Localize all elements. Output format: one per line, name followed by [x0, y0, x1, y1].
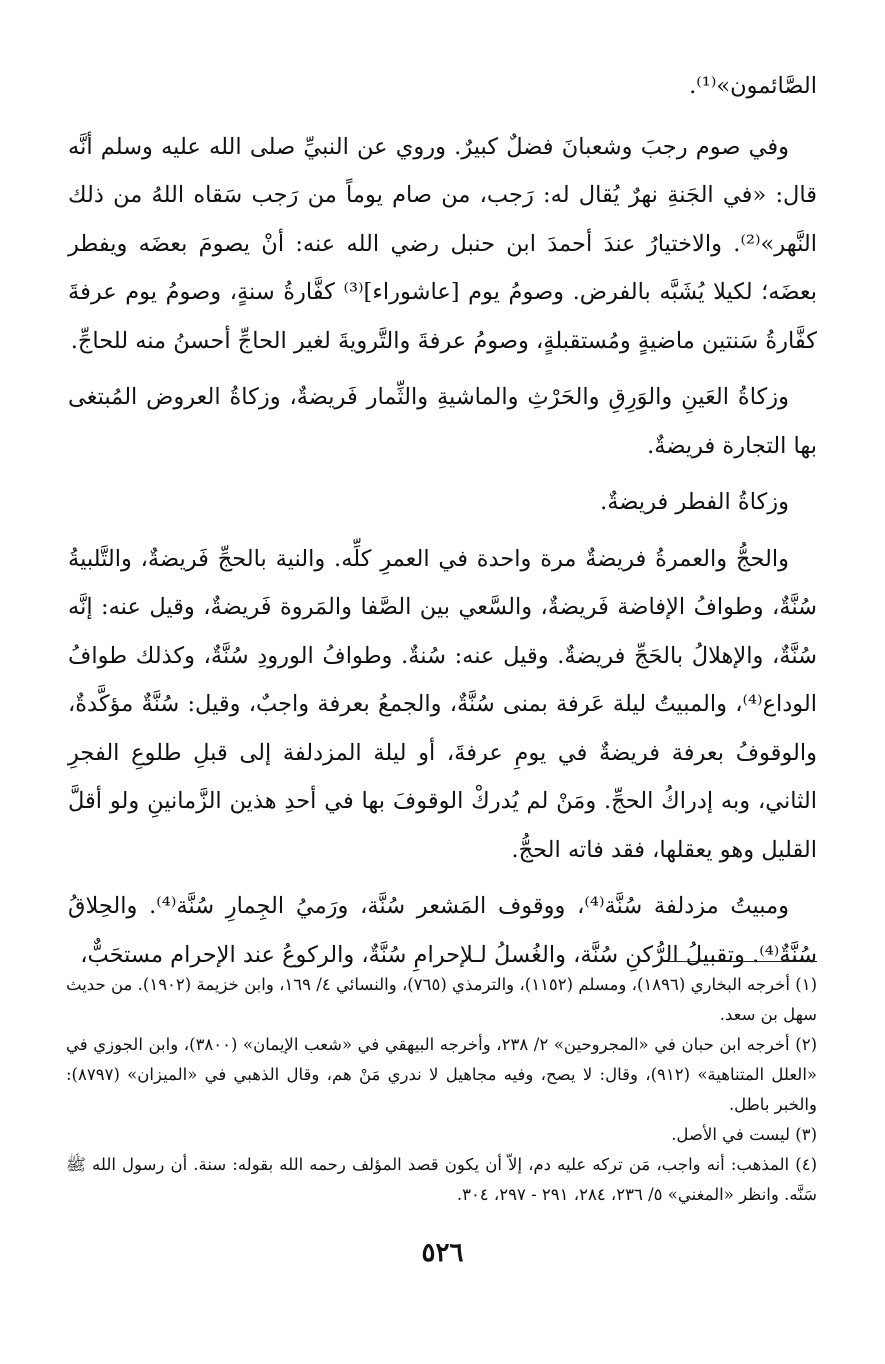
paragraph-zakat: وزكاةُ العَينِ والوَرِقِ والحَرْثِ والماشيةِ والثِّمار فَريضةٌ، وزكاةُ العروض المُبتغى بها التجارة فريضةٌ. — [68, 384, 817, 459]
footnote-1: (١) أخرجه البخاري (١٨٩٦)، ومسلم (١١٥٢)، والترمذي (٧٦٥)، والنسائي ٤/ ١٦٩، وابن خزيمة (١٩٠٢). من حديث سهل بن سعد. — [66, 975, 817, 1024]
footnote-divider — [667, 961, 817, 962]
paragraph-hajj-sunnah: ومبيتُ مزدلفة سُنَّة⁽⁴⁾، ووقوف المَشعر سُنَّة، ورَميُ الجِمارِ سُنَّة⁽⁴⁾. والحِلاقُ سُنَّةٌ⁽⁴⁾. وتقبيلُ الرُّكنِ سُنَّة، والغُسلُ لـلإحرامِ سُنَّةٌ، والركوعُ عند الإحرام مستحَبٌّ، — [68, 893, 817, 968]
page-number: ٥٢٦ — [421, 1238, 464, 1268]
paragraph-zakat-fitr: وزكاةُ الفطر فريضةٌ. — [600, 489, 789, 515]
footnote-3: (٣) ليست في الأصل. — [671, 1125, 817, 1144]
paragraph-hajj: والحجُّ والعمرةُ فريضةٌ مرة واحدة في العمرِ كلِّه. والنية بالحجِّ فَريضةٌ، والتَّلبيةُ سُنَّةٌ، وطوافُ الإفاضة فَريضةٌ، والسَّعي بين الصَّفا والمَروة فَريضةٌ، وقيل عنه: إنَّه سُنَّةٌ، والإهلالُ بالحَجِّ فريضةٌ. وقيل عنه: سُنةٌ. وطوافُ الورودِ سُنَّةٌ، وكذلك طوافُ الوداع⁽⁴⁾، والمبيتُ ليلة عَرفة بمنى سُنَّةٌ، والجمعُ بعرفة واجبٌ، وقيل: سُنَّةٌ مؤكَّدةٌ، والوقوفُ بعرفة فريضةٌ في يومِ عرفةَ، أو ليلة المزدلفة إلى قبلِ طلوعِ الفجرِ الثاني، وبه إدراكُ الحجِّ. ومَنْ لم يُدركْ الوقوفَ بها في أحدِ هذين الزَّمانينِ ولو أقلَّ القليل وهو يعقلها، فقد فاته الحجُّ. — [68, 545, 817, 863]
footnote-2: (٢) أخرجه ابن حبان في «المجروحين» ٢/ ٢٣٨، وأخرجه البيهقي في «شعب الإيمان» (٣٨٠٠)، وابن الجوزي في «العلل المتناهية» (٩١٢)، وقال: لا يصح، وفيه مجاهيل لا ندري مَنْ هم، وقال الذهبي في «الميزان» (٨٧٩٧): والخبر باطل. — [66, 1035, 817, 1114]
main-text — [68, 62, 817, 987]
paragraph-fasting: وفي صوم رجبَ وشعبانَ فضلٌ كبيرٌ. وروي عن النبيِّ صلى الله عليه وسلم أنَّه قال: «في الجَنةِ نهرٌ يُقال له: رَجب، من صام يوماً من رَجب سَقاه اللهُ من ذلك النَّهر»⁽²⁾. والاختيارُ عندَ أحمدَ ابن حنبل رضي الله عنه: أنْ يصومَ بعضَه ويفطر بعضَه؛ لكيلا يُشَبَّه بالفرض. وصومُ يوم [عاشوراء]⁽³⁾ كفَّارةُ سنةٍ، وصومُ يوم عرفةَ كفَّارةُ سَنتين ماضيةٍ ومُستقبلةٍ، وصومُ عرفةَ والتَّرويةَ لغير الحاجِّ أحسنُ منه للحاجِّ. — [68, 133, 817, 354]
paragraph-continuation: الصَّائمون»⁽¹⁾. — [689, 73, 817, 99]
footnotes — [66, 970, 817, 1210]
footnote-4: (٤) المذهب: أنه واجب، مَن تركه عليه دم، إلاّ أن يكون قصد المؤلف رحمه الله بقوله: سنة. أن رسول الله ﷺ سَنَّه. وانظر «المغني» ٥/ ٢٣٦، ٢٨٤، ٢٩١ - ٢٩٧، ٣٠٤. — [66, 1155, 817, 1204]
